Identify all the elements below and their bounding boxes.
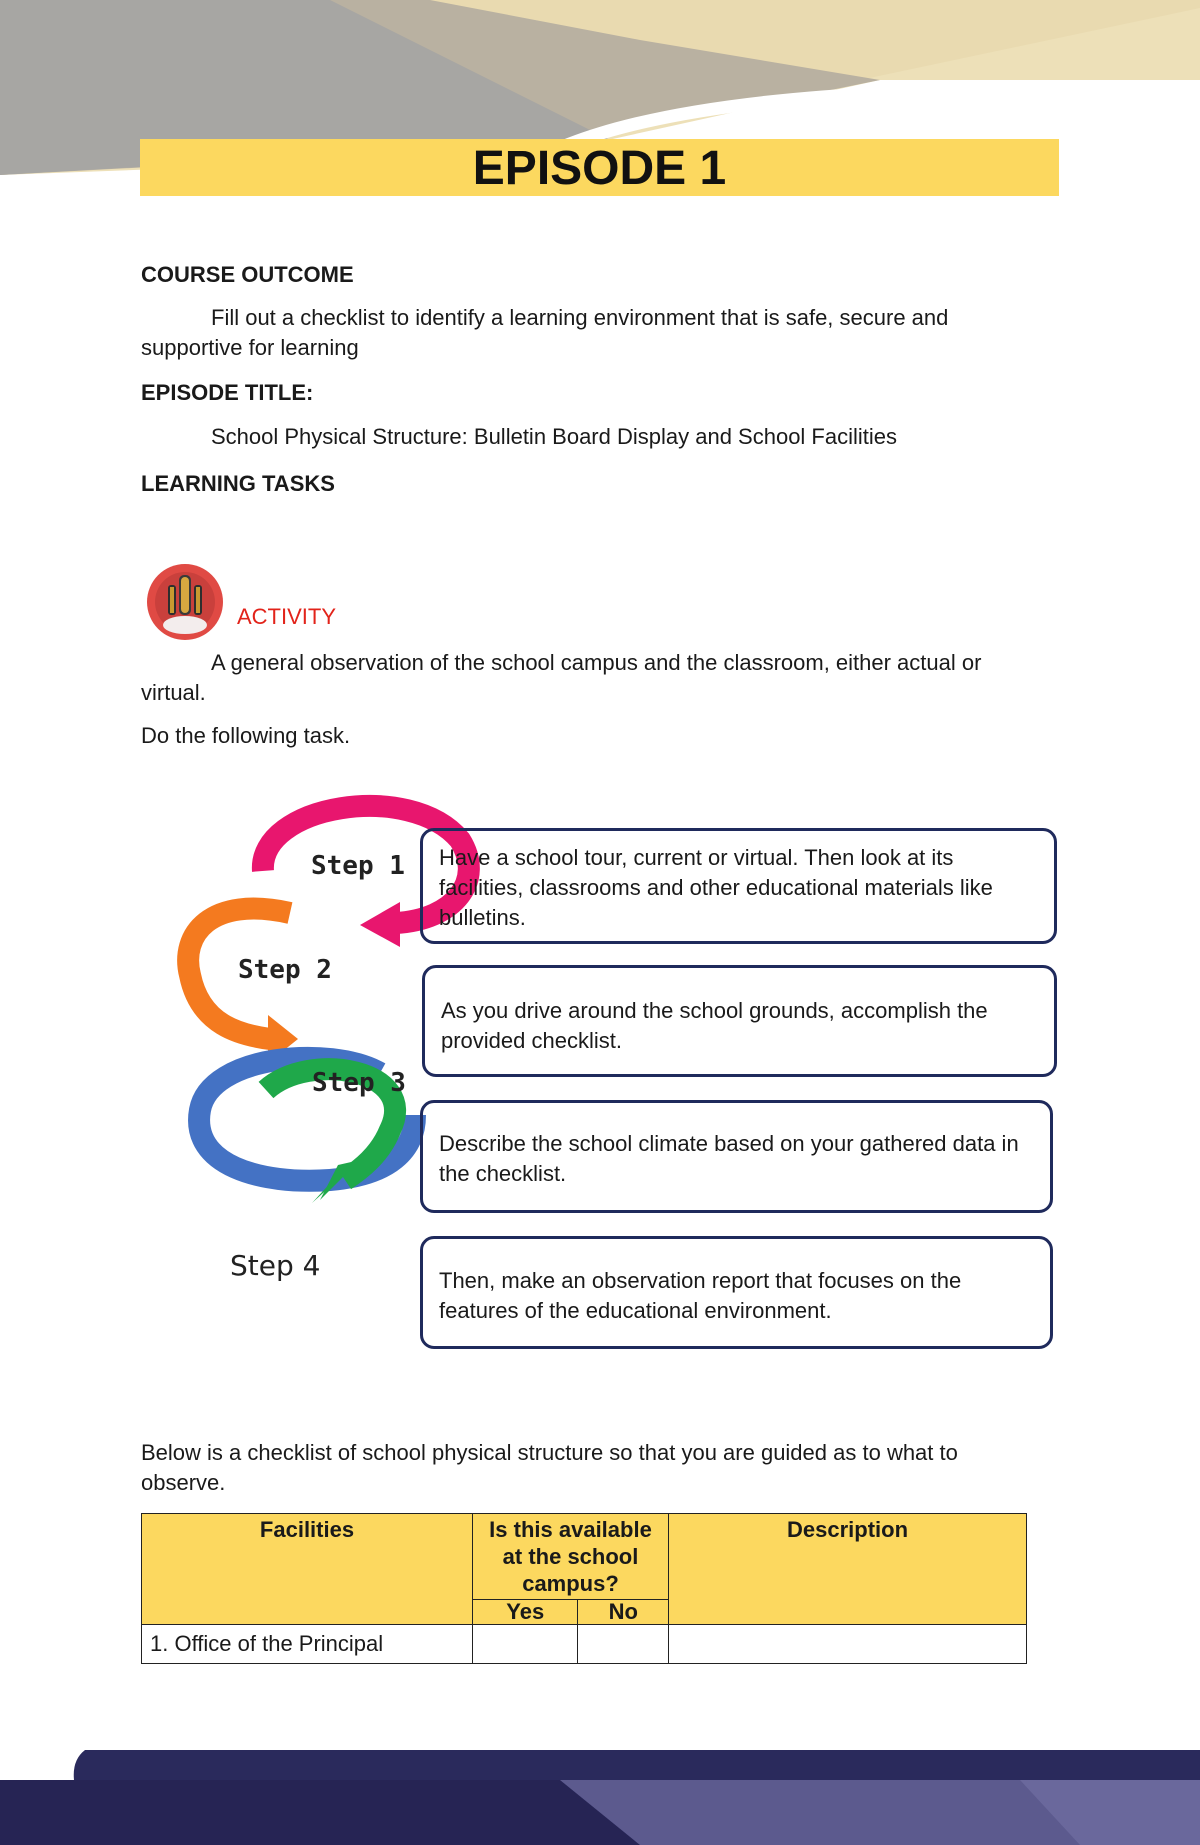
step-1-box: [420, 828, 1057, 944]
yes-cell[interactable]: [473, 1625, 578, 1664]
step-4-text: Then, make an observation report that focuses on the features of the educational environment.: [439, 1268, 962, 1323]
yes-header: Yes: [473, 1600, 578, 1625]
course-outcome-heading: COURSE OUTCOME: [141, 262, 354, 287]
activity-instruction: Do the following task.: [141, 723, 351, 748]
description-cell[interactable]: [669, 1625, 1027, 1664]
episode-title-text: School Physical Structure: Bulletin Board Display and School Facilities: [211, 424, 897, 449]
activity-label: ACTIVITY: [237, 604, 337, 629]
availability-header: Is this available at the school campus?: [473, 1514, 669, 1600]
step-2-text: As you drive around the school grounds, accomplish the provided checklist.: [441, 998, 988, 1053]
no-cell[interactable]: [578, 1625, 669, 1664]
checklist-table: [141, 1513, 1027, 1664]
episode-title-heading: EPISODE TITLE:: [141, 380, 314, 405]
description-header: Description: [669, 1514, 1027, 1625]
checklist-intro: Below is a checklist of school physical structure so that you are guided as to what to observe.: [141, 1440, 958, 1495]
step-label: Step 4: [230, 1249, 321, 1282]
learning-tasks-heading: LEARNING TASKS: [141, 471, 335, 496]
facility-cell: 1. Office of the Principal: [142, 1625, 473, 1664]
step-label: Step 2: [238, 955, 332, 985]
activity-description: A general observation of the school campus and the classroom, either actual or virtual.: [141, 650, 982, 705]
step-3-box: [420, 1100, 1053, 1213]
step-1-text: Have a school tour, current or virtual. Then look at its facilities, classrooms and other educational materials like bulletins.: [439, 845, 993, 930]
step-2-box: [422, 965, 1057, 1077]
course-outcome-text: Fill out a checklist to identify a learning environment that is safe, secure and supportive for learning: [141, 305, 949, 360]
table-row: [142, 1625, 1027, 1664]
facilities-header: Facilities: [142, 1514, 473, 1625]
step-label: Step 1: [311, 851, 405, 881]
steps-diagram: [0, 785, 480, 1305]
footer-decoration: [0, 1730, 1200, 1845]
no-header: No: [578, 1600, 669, 1625]
step-label: Step 3: [312, 1068, 406, 1098]
step-4-box: [420, 1236, 1053, 1349]
title-banner: [140, 139, 1059, 196]
rocket-icon: [146, 563, 224, 641]
page-title: EPISODE 1: [472, 142, 727, 195]
step-3-text: Describe the school climate based on your gathered data in the checklist.: [439, 1131, 1019, 1186]
